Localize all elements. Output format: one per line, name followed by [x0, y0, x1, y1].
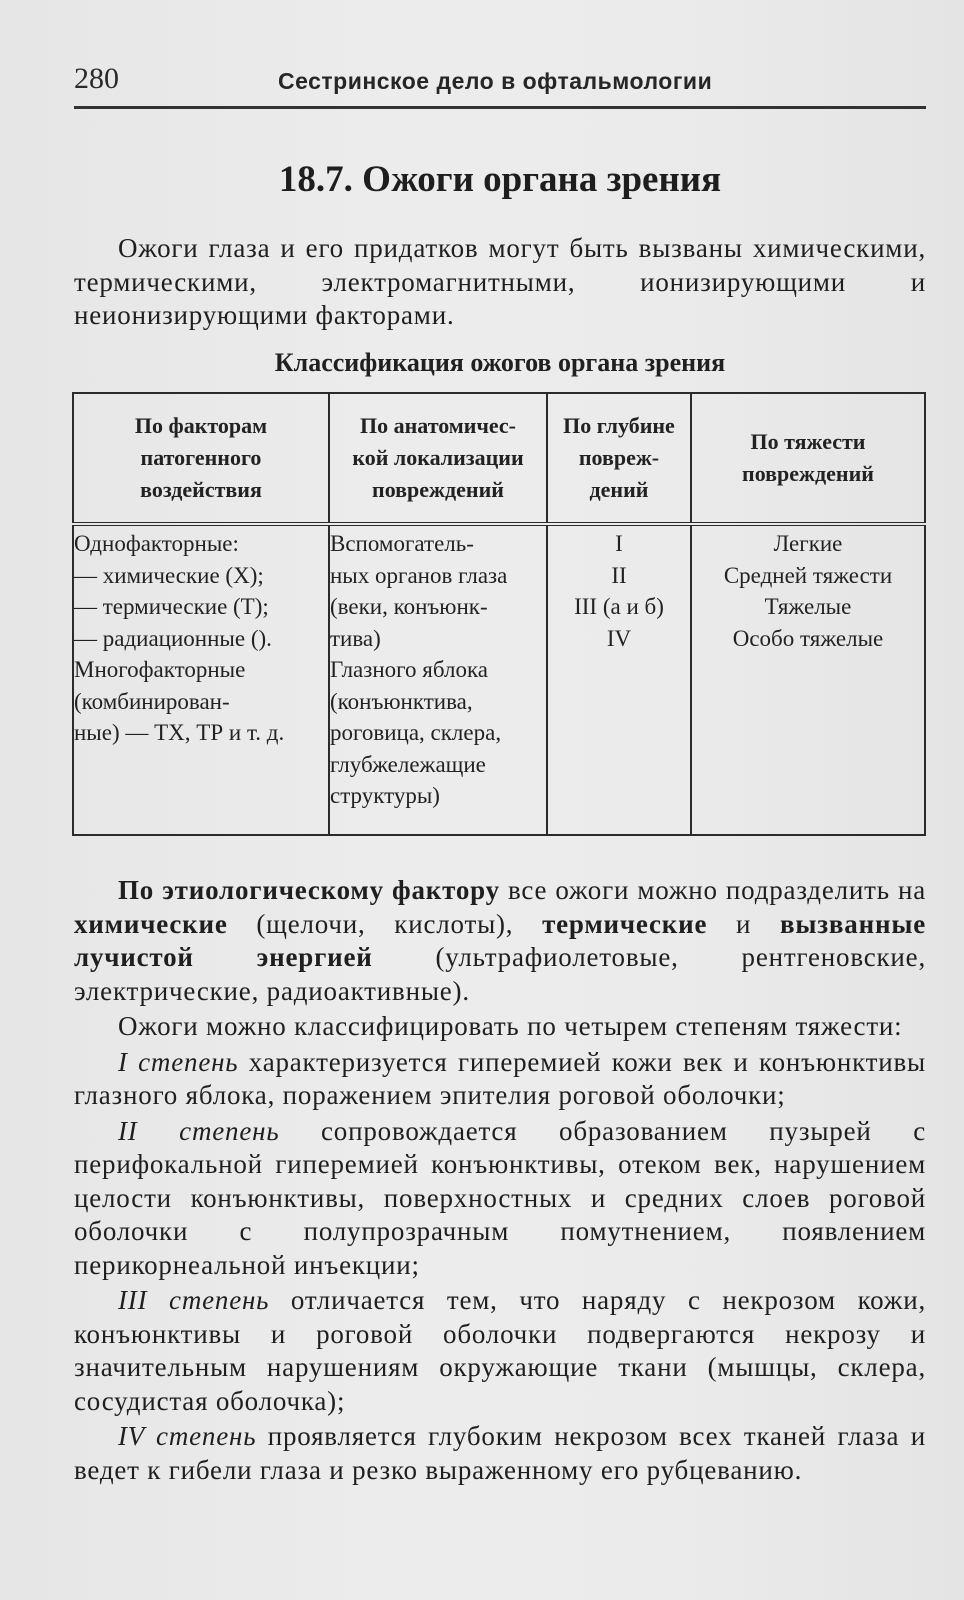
paragraph-degree-3: [74, 1284, 926, 1418]
bold-term: термические: [542, 908, 708, 939]
cell-line: Глазного яблока: [330, 657, 488, 682]
bold-term: химические: [74, 908, 228, 939]
text-run: проявляется глубоким некрозом всех тканей глаза и ведет к гибели глаза и резко выраженному его рубцеванию.: [74, 1421, 926, 1485]
header-cell-depth: [547, 393, 691, 524]
italic-term: II степень: [118, 1115, 280, 1146]
header-line: По анатомичес-: [359, 413, 516, 438]
cell-severity: [691, 524, 925, 835]
cell-line: (веки, конъюнк-: [330, 594, 488, 619]
cell-line: Многофакторные: [74, 657, 246, 682]
intro-text: Ожоги глаза и его придатков могут быть вызваны химическими, термическими, электромагнитными, ионизирующими и неионизирующими факторами.: [74, 233, 926, 330]
body-text: [74, 874, 926, 1487]
running-head: [74, 62, 926, 106]
header-line: воздействия: [140, 477, 262, 502]
text-run: и: [707, 908, 781, 939]
paragraph-degree-1: [74, 1046, 926, 1113]
header-line: кой локализации: [352, 445, 524, 470]
header-line: патогенного: [140, 445, 262, 470]
header-line: дений: [589, 477, 649, 502]
cell-line: Тяжелые: [764, 594, 852, 619]
header-line: повреждений: [372, 477, 504, 502]
paragraph-degree-2: [74, 1115, 926, 1283]
header-line: повреждений: [742, 461, 874, 486]
cell-line: (конъюнктива,: [330, 688, 473, 714]
cell-line: — химические (X);: [74, 562, 264, 588]
header-line: повреж-: [578, 445, 660, 470]
header-cell-factors: [73, 393, 329, 524]
cell-line: III (а и б): [574, 594, 664, 619]
header-rule: [74, 106, 926, 109]
cell-line: Средней тяжести: [723, 562, 893, 588]
cell-line: (комбинирован-: [74, 688, 230, 714]
table-row: [73, 524, 925, 835]
text-run: отличается тем, что наряду с некрозом кожи, конъюнктивы и роговой оболочки подвергаются некрозу и значительным нарушениям окружающие ткани (мышцы, склера, сосудистая оболочка);: [74, 1285, 926, 1416]
header-cell-severity: [691, 393, 925, 524]
cell-line: II: [611, 562, 627, 588]
cell-line: — термические (Т);: [74, 594, 269, 619]
cell-line: ных органов глаза: [330, 562, 508, 588]
cell-line: структуры): [330, 783, 440, 808]
running-title: Сестринское дело в офтальмологии: [278, 68, 713, 94]
classification-table: [72, 392, 926, 836]
text-run: все ожоги можно подразделить на: [499, 875, 926, 905]
text-run: (щелочи, кислоты),: [227, 908, 543, 939]
cell-line: IV: [606, 625, 632, 651]
cell-line: роговица, склера,: [330, 720, 502, 745]
italic-term: I степень: [118, 1046, 239, 1077]
cell-line: Однофакторные:: [74, 531, 239, 556]
cell-line: Легкие: [773, 531, 843, 556]
intro-paragraph: [74, 232, 926, 333]
cell-depth: [547, 524, 691, 835]
paragraph-degree-4: [74, 1420, 926, 1487]
cell-line: I: [615, 531, 623, 556]
cell-factors: [73, 524, 329, 835]
table-caption: Классификация ожогов органа зрения: [274, 348, 726, 377]
text-run: (ультрафиолетовые, рентгеновские, электрические, радиоактивные).: [74, 942, 926, 1006]
section-title: 18.7. Ожоги органа зрения: [278, 159, 722, 200]
table-header-row: [73, 393, 925, 524]
header-cell-localization: [329, 393, 547, 524]
bold-term: По этиологическому фактору: [118, 875, 500, 905]
italic-term: III степень: [118, 1285, 270, 1315]
paragraph-etiology: [74, 874, 926, 1008]
cell-line: ные) — ТХ, ТР и т. д.: [74, 720, 285, 745]
italic-term: IV степень: [118, 1421, 257, 1451]
cell-line: — радиационные ().: [74, 625, 272, 651]
text-run: сопровождается образованием пузырей с перифокальной гиперемией конъюнктивы, отеком век, нарушением целости конъюнктивы, поверхностных и средних слоев роговой оболочки с полупрозрачным помутнением, появлением перикорнеальной инъекции;: [74, 1115, 926, 1280]
paragraph-degrees-intro: Ожоги можно классифицировать по четырем степеням тяжести:: [118, 1011, 903, 1041]
header-line: По тяжести: [750, 429, 866, 454]
cell-line: глубжележащие: [330, 751, 486, 777]
cell-localization: [329, 524, 547, 835]
cell-line: Вспомогатель-: [330, 531, 474, 556]
header-line: По глубине: [563, 413, 675, 438]
text-run: характеризуется гиперемией кожи век и конъюнктивы глазного яблока, поражением эпителия роговой оболочки;: [74, 1046, 926, 1110]
cell-line: тива): [330, 625, 381, 651]
page-number: 280: [74, 62, 119, 95]
header-line: По факторам: [134, 413, 268, 438]
bold-term: вызванные лучистой энергией: [74, 908, 926, 972]
cell-line: Особо тяжелые: [732, 625, 884, 651]
